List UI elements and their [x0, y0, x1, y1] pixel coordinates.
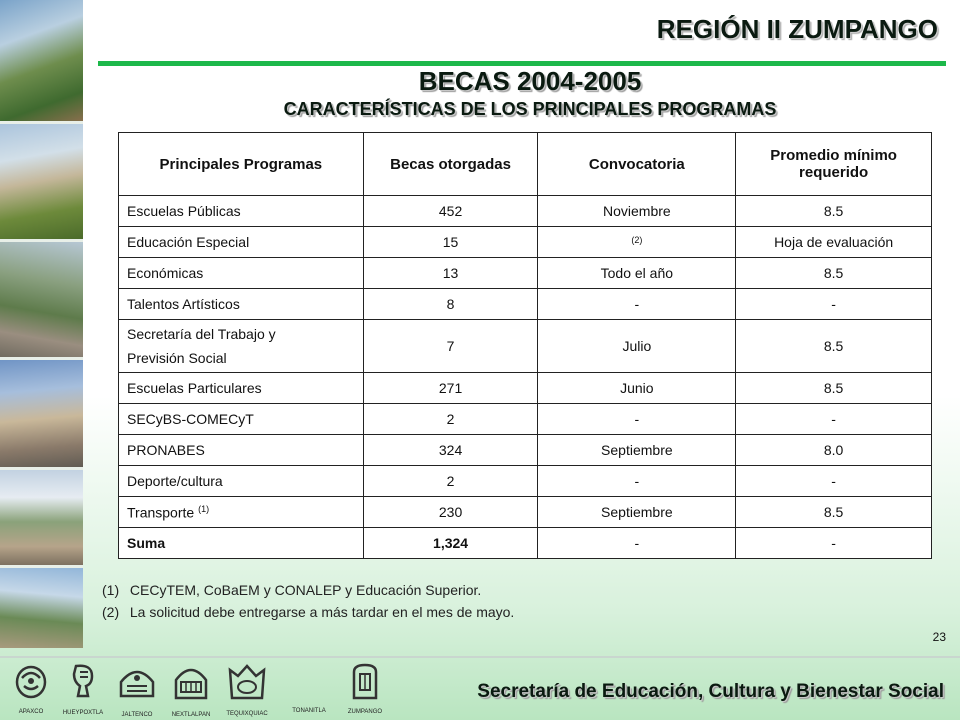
jaltenco-glyph-icon	[118, 662, 156, 700]
table-row	[119, 466, 932, 497]
table-row	[119, 258, 932, 289]
program-cell: Escuelas Públicas	[119, 196, 364, 227]
becas-cell: 452	[363, 196, 538, 227]
total-promedio: -	[736, 528, 932, 559]
tequixquiac-glyph-icon	[226, 662, 268, 702]
program-line-1: Secretaría del Trabajo y	[127, 326, 276, 342]
table-row	[119, 497, 932, 528]
region-title: REGIÓN II ZUMPANGO	[656, 14, 938, 44]
program-line-2: Previsión Social	[127, 350, 227, 366]
programs-table	[118, 132, 932, 559]
photo-divider	[0, 357, 83, 360]
table-row	[119, 289, 932, 320]
municipality-name: HUEYPOXTLA	[62, 710, 104, 716]
plaza-photo	[0, 468, 83, 566]
convocatoria-cell: Julio	[538, 320, 736, 373]
column-header-promedio: Promedio mínimo requerido	[736, 133, 932, 196]
becas-cell: 2	[363, 466, 538, 497]
promedio-cell: 8.5	[736, 320, 932, 373]
page-title: BECAS 2004-2005	[418, 66, 642, 96]
table-row	[119, 435, 932, 466]
footnote-text: La solicitud debe entregarse a más tardar en el mes de mayo.	[129, 604, 515, 620]
program-cell: SECyBS-COMECyT	[119, 404, 364, 435]
total-convocatoria: -	[538, 528, 736, 559]
becas-cell: 7	[363, 320, 538, 373]
municipality-logo	[56, 660, 110, 720]
promedio-cell: -	[736, 466, 932, 497]
tonanitla-blank-icon	[304, 662, 314, 700]
photo-divider	[0, 239, 83, 242]
promedio-cell: 8.5	[736, 258, 932, 289]
hueypoxtla-glyph-icon	[68, 662, 98, 700]
nextlalpan-glyph-icon	[172, 662, 210, 702]
convocatoria-note-ref: (2)	[631, 235, 643, 245]
municipality-name: JALTENCO	[121, 712, 153, 718]
becas-cell: 15	[363, 227, 538, 258]
promedio-cell: -	[736, 289, 932, 320]
table-row	[119, 320, 932, 373]
table-row	[119, 227, 932, 258]
footnote-number: (1)	[102, 582, 120, 598]
kiosk-photo	[0, 566, 83, 648]
photo-divider	[0, 467, 83, 470]
program-cell: Talentos Artísticos	[119, 289, 364, 320]
table-header-row	[119, 133, 932, 196]
program-cell: Educación Especial	[119, 227, 364, 258]
total-label: Suma	[119, 528, 364, 559]
apaxco-glyph-icon	[14, 662, 48, 700]
column-header-becas: Becas otorgadas	[363, 133, 538, 196]
zumpango-glyph-icon	[348, 662, 382, 702]
program-cell	[119, 320, 364, 373]
promedio-cell: 8.5	[736, 196, 932, 227]
becas-cell: 271	[363, 373, 538, 404]
total-becas: 1,324	[363, 528, 538, 559]
convocatoria-cell: Septiembre	[538, 497, 736, 528]
footnotes	[102, 579, 514, 623]
municipality-logos	[0, 660, 400, 720]
convocatoria-cell: -	[538, 404, 736, 435]
municipality-logo	[164, 660, 218, 720]
promedio-cell: 8.5	[736, 373, 932, 404]
municipality-logo	[110, 660, 164, 720]
becas-cell: 13	[363, 258, 538, 289]
column-header-program: Principales Programas	[119, 133, 364, 196]
convocatoria-cell: Todo el año	[538, 258, 736, 289]
photo-divider	[0, 121, 83, 124]
municipality-logo	[338, 660, 392, 720]
photo-divider	[0, 565, 83, 568]
becas-cell: 324	[363, 435, 538, 466]
convocatoria-cell: -	[538, 466, 736, 497]
municipality-name: ZUMPANGO	[347, 709, 383, 715]
promedio-cell: -	[736, 404, 932, 435]
convocatoria-cell: -	[538, 289, 736, 320]
becas-cell: 2	[363, 404, 538, 435]
program-cell: Escuelas Particulares	[119, 373, 364, 404]
footnote-number: (2)	[102, 604, 120, 620]
landscape-photo	[0, 240, 83, 358]
municipality-name: NEXTLALPAN	[171, 712, 211, 718]
promedio-cell: 8.5	[736, 497, 932, 528]
municipality-name: TEQUIXQUIAC	[226, 711, 268, 717]
organization-name: Secretaría de Educación, Cultura y Bienestar Social	[477, 681, 944, 702]
table-row	[119, 404, 932, 435]
church-photo	[0, 122, 83, 240]
municipality-logo	[220, 660, 274, 720]
municipality-name: TONANITLA	[292, 708, 326, 714]
program-note-ref: (1)	[198, 503, 210, 514]
footnote	[102, 601, 514, 623]
footer-rule	[0, 656, 960, 658]
convocatoria-cell: Noviembre	[538, 196, 736, 227]
column-header-convocatoria: Convocatoria	[538, 133, 736, 196]
page-number: 23	[932, 630, 946, 644]
palace-building-photo	[0, 358, 83, 468]
footnote-text: CECyTEM, CoBaEM y CONALEP y Educación Superior.	[129, 582, 482, 598]
program-cell: Deporte/cultura	[119, 466, 364, 497]
convocatoria-cell: Junio	[538, 373, 736, 404]
table-row	[119, 196, 932, 227]
promedio-cell: Hoja de evaluación	[736, 227, 932, 258]
municipality-name: APAXCO	[18, 709, 44, 715]
program-cell: Económicas	[119, 258, 364, 289]
promedio-cell: 8.0	[736, 435, 932, 466]
table-row	[119, 373, 932, 404]
page-subtitle: CARACTERÍSTICAS DE LOS PRINCIPALES PROGRAMAS	[283, 99, 777, 119]
becas-cell: 230	[363, 497, 538, 528]
photo-strip	[0, 0, 83, 648]
total-row	[119, 528, 932, 559]
program-label: Transporte	[127, 504, 195, 521]
becas-cell: 8	[363, 289, 538, 320]
program-cell	[119, 497, 364, 528]
footnote	[102, 579, 514, 601]
municipality-logo	[282, 660, 336, 720]
program-cell: PRONABES	[119, 435, 364, 466]
convocatoria-cell: Septiembre	[538, 435, 736, 466]
convocatoria-cell	[538, 227, 736, 258]
